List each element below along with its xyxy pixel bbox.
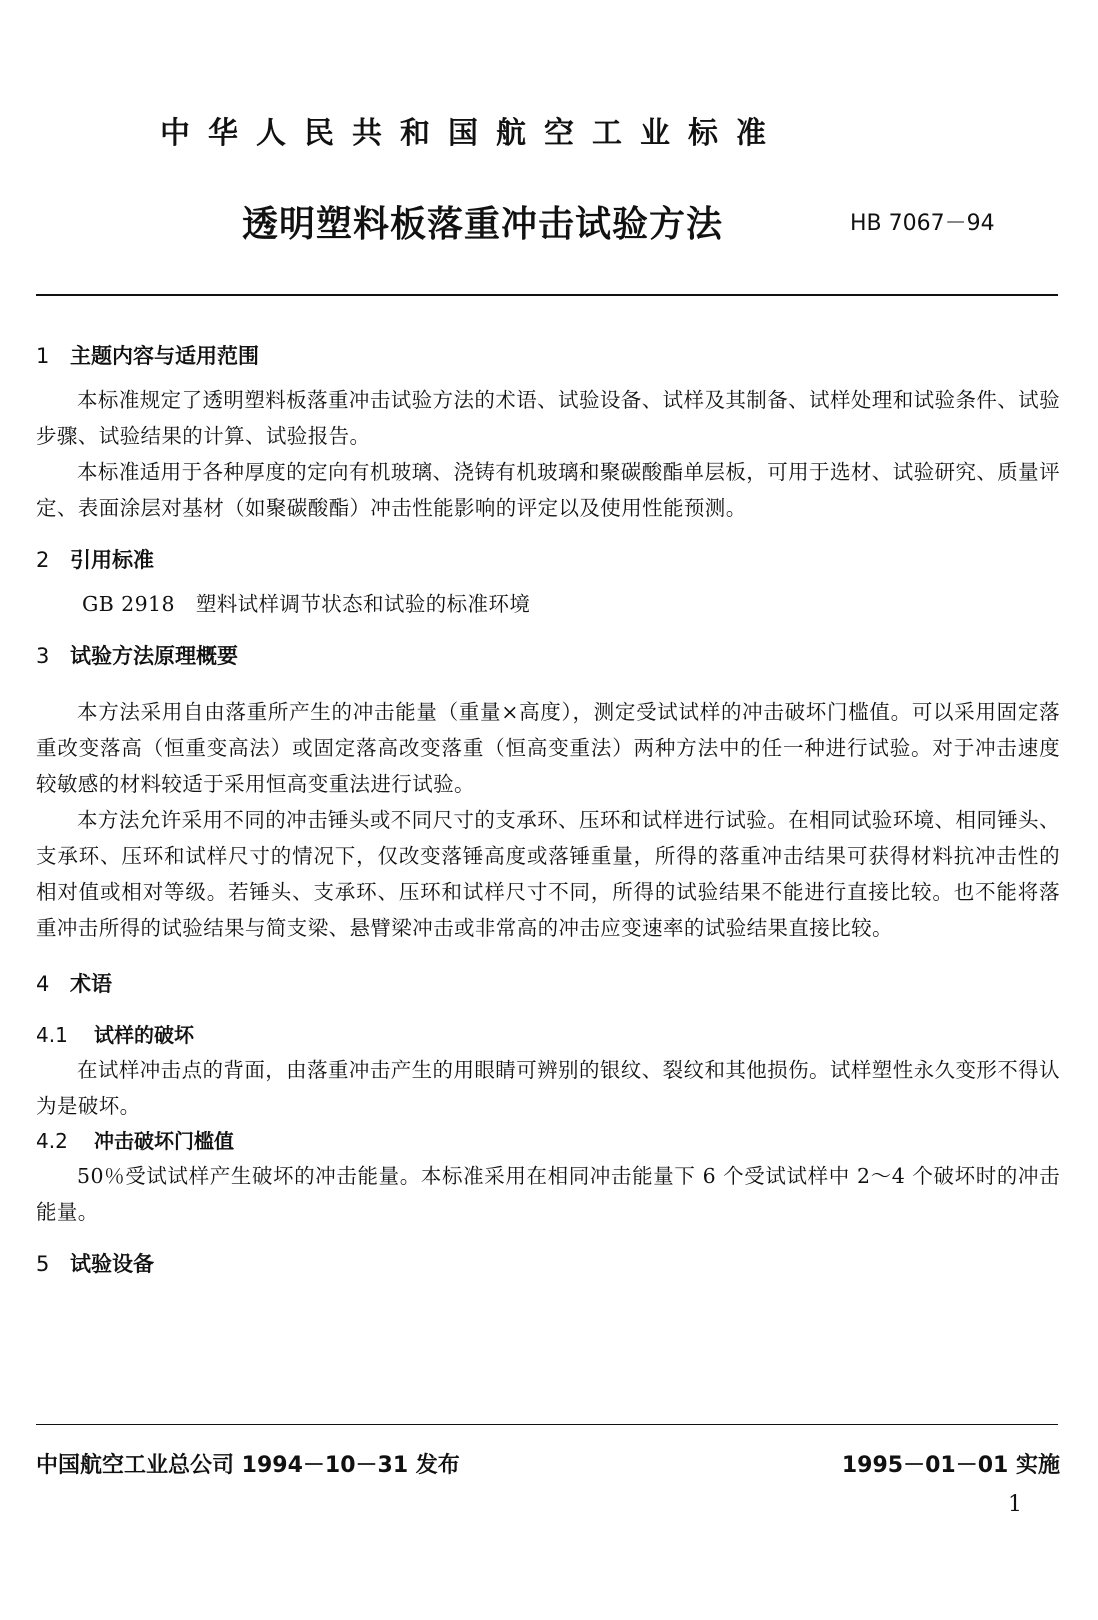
section-3-heading [36, 634, 1060, 678]
page-number: 1 [1008, 1492, 1022, 1517]
footer-divider [36, 1424, 1058, 1425]
section-2-heading [36, 538, 1060, 582]
section-number: 2 [36, 548, 50, 572]
effective-date: 1995－01－01 实施 [841, 1453, 1060, 1478]
subsection-4-2-heading [36, 1124, 1060, 1158]
section-title: 引用标准 [70, 548, 154, 572]
subsection-number: 4.1 [36, 1023, 68, 1047]
section-number: 3 [36, 644, 50, 668]
header-divider [36, 294, 1058, 296]
subsection-4-2-text: 50％受试试样产生破坏的冲击能量。本标准采用在相同冲击能量下 6 个受试试样中 2～4 个破坏时的冲击能量。 [36, 1164, 1060, 1224]
section-number: 5 [36, 1252, 50, 1276]
section-4-heading [36, 962, 1060, 1006]
section-title: 试验方法原理概要 [70, 644, 238, 668]
subsection-4-1-text: 在试样冲击点的背面，由落重冲击产生的用眼睛可辨别的银纹、裂纹和其他损伤。试样塑性永久变形不得认为是破坏。 [36, 1058, 1060, 1118]
organization-title: 中华人民共和国航空工业标准 [160, 116, 784, 151]
section-3-paragraph-2: 本方法允许采用不同的冲击锤头或不同尺寸的支承环、压环和试样进行试验。在相同试验环境、相同锤头、支承环、压环和试样尺寸的情况下，仅改变落锤高度或落锤重量，所得的落重冲击结果可获得材料抗冲击性的相对值或相对等级。若锤头、支承环、压环和试样尺寸不同，所得的试验结果不能进行直接比较。也不能将落重冲击所得的试验结果与简支梁、悬臂梁冲击或非常高的冲击应变速率的试验结果直接比较。 [36, 808, 1060, 940]
section-number: 1 [36, 344, 50, 368]
issuer-and-issue-date: 中国航空工业总公司 1994－10－31 发布 [36, 1453, 460, 1478]
section-1-heading [36, 334, 1060, 378]
subsection-title: 试样的破坏 [94, 1023, 194, 1047]
section-title: 试验设备 [70, 1252, 154, 1276]
referenced-standard: GB 2918 塑料试样调节状态和试验的标准环境 [82, 592, 531, 616]
section-1-paragraph-1: 本标准规定了透明塑料板落重冲击试验方法的术语、试验设备、试样及其制备、试样处理和试验条件、试验步骤、试验结果的计算、试验报告。 [36, 388, 1060, 448]
section-3-paragraph-1: 本方法采用自由落重所产生的冲击能量（重量×高度），测定受试试样的冲击破坏门槛值。可以采用固定落重改变落高（恒重变高法）或固定落高改变落重（恒高变重法）两种方法中的任一种进行试验。对于冲击速度较敏感的材料较适于采用恒高变重法进行试验。 [36, 700, 1060, 796]
document-title: 透明塑料板落重冲击试验方法 [242, 204, 724, 245]
section-1-paragraph-2: 本标准适用于各种厚度的定向有机玻璃、浇铸有机玻璃和聚碳酸酯单层板，可用于选材、试验研究、质量评定、表面涂层对基材（如聚碳酸酯）冲击性能影响的评定以及使用性能预测。 [36, 460, 1060, 520]
section-number: 4 [36, 972, 50, 996]
subsection-4-1-heading [36, 1018, 1060, 1052]
section-title: 主题内容与适用范围 [70, 344, 259, 368]
standard-code: HB 7067－94 [850, 211, 995, 236]
document-body [36, 334, 1060, 1286]
subsection-title: 冲击破坏门槛值 [94, 1129, 234, 1153]
section-title: 术语 [70, 972, 112, 996]
subsection-number: 4.2 [36, 1129, 68, 1153]
section-5-heading [36, 1242, 1060, 1286]
